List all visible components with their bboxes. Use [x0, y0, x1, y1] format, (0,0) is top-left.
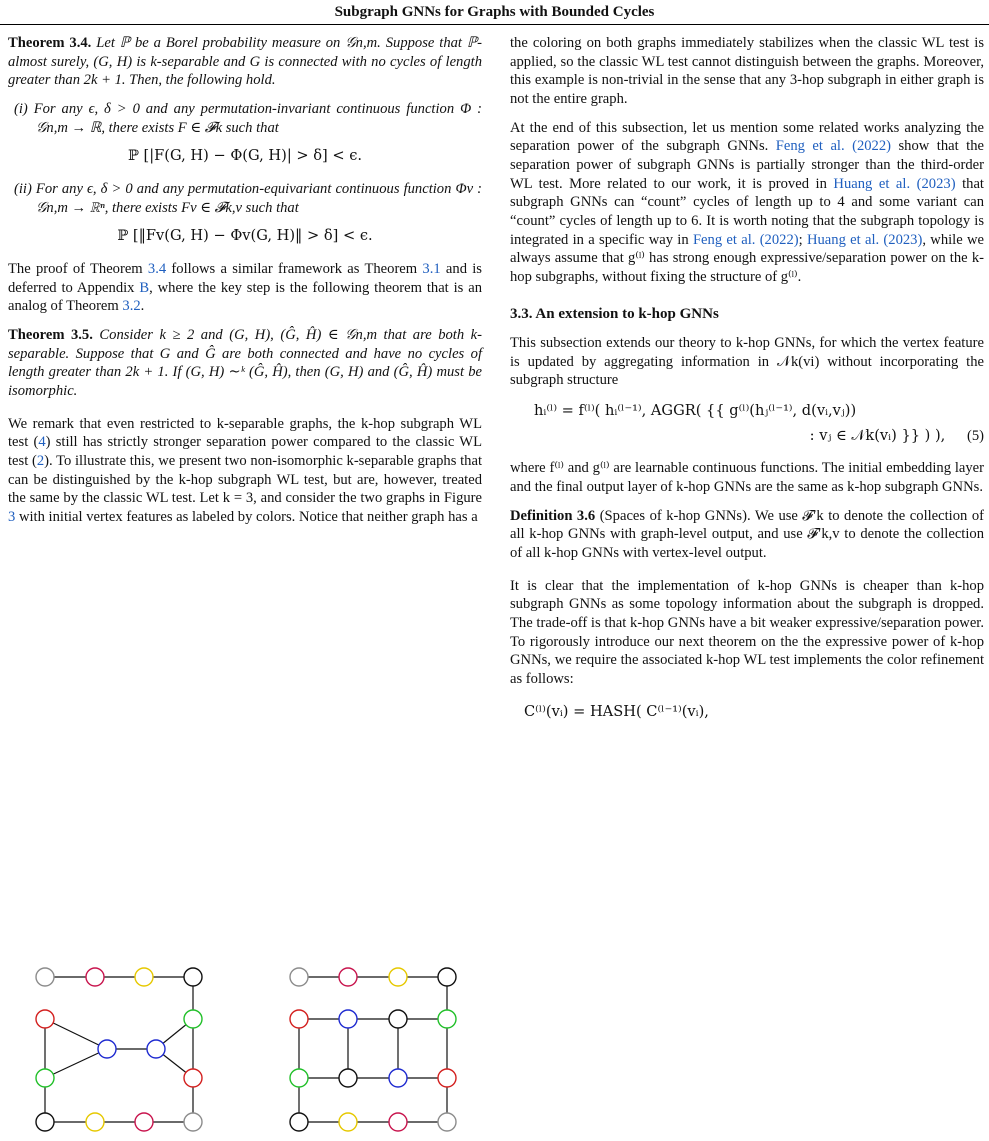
node: [135, 1113, 153, 1131]
theorem-3-4-link[interactable]: 3.4: [147, 261, 167, 278]
theorem-3-4-item-i: [8, 100, 482, 137]
definition-3-6-label: Definition 3.6: [510, 507, 596, 524]
node: [184, 968, 202, 986]
node: [438, 968, 456, 986]
node: [290, 1113, 308, 1131]
right-column: [510, 34, 984, 735]
theorem-3-4: [8, 34, 482, 90]
node: [438, 1113, 456, 1131]
right-paragraph-4: where f⁽ˡ⁾ and g⁽ˡ⁾ are learnable continuous functions. The initial embedding layer and the final output layer of k-hop GNNs are the same as k-hop subgraph GNNs.: [510, 460, 984, 495]
left-column: [8, 34, 482, 537]
theorem-3-5-label: Theorem 3.5.: [8, 327, 93, 344]
definition-3-6: [510, 507, 984, 563]
item-i-equation: ℙ [|F(G, H) − Φ(G, H)| > δ] < ϵ.: [127, 147, 363, 165]
equation-5-line-1: hᵢ⁽ˡ⁾ = f⁽ˡ⁾( hᵢ⁽ˡ⁻¹⁾, AGGR( {{ g⁽ˡ⁾(hⱼ⁽ˡ⁻¹⁾, d(vᵢ,vⱼ)): [534, 401, 857, 419]
node: [135, 968, 153, 986]
node: [184, 1069, 202, 1087]
color-refinement-equation: C⁽ˡ⁾(vᵢ) = HASH( C⁽ˡ⁻¹⁾(vᵢ),: [524, 702, 709, 720]
node: [36, 1010, 54, 1028]
graph-left: [36, 968, 202, 1131]
node: [438, 1010, 456, 1028]
node: [86, 968, 104, 986]
node: [339, 1113, 357, 1131]
node: [36, 1069, 54, 1087]
equation-2-link[interactable]: 2: [36, 453, 45, 470]
node: [184, 1113, 202, 1131]
node: [36, 1113, 54, 1131]
node: [290, 1010, 308, 1028]
node: [389, 1113, 407, 1131]
definition-3-6-text: We use 𝓕′k to denote the collection of all k-hop GNNs with graph-level output, and use 𝓕′k,v to denote the collection of all k-hop GNNs with vertex-level output.: [510, 507, 984, 561]
node: [339, 968, 357, 986]
figure-3-link[interactable]: 3: [8, 509, 16, 526]
item-ii-text: (ii) For any ϵ, δ > 0 and any permutation-equivariant continuous function Φv : 𝒢n,m → ℝⁿ, there exists Fv ∈ 𝓕k,v such that: [14, 181, 482, 216]
proof-paragraph: The proof of Theorem 3.4 follows a similar framework as Theorem 3.1 and is deferred to Appendix B, where the key step is the following theorem that is an analog of Theorem 3.2.: [8, 261, 482, 315]
node: [184, 1010, 202, 1028]
node: [290, 1069, 308, 1087]
node: [36, 968, 54, 986]
citation-feng-2022[interactable]: Feng et al. (2022): [775, 138, 892, 155]
theorem-3-1-link[interactable]: 3.1: [422, 261, 441, 278]
theorem-3-5-text: Consider k ≥ 2 and (G, H), (Ĝ, Ĥ) ∈ 𝒢n,m that are both k-separable. Suppose that G and Ĝ are both connected and have no cycles of length greater than 2k + 1. If (G, H) ∼ᵏ (Ĝ, Ĥ), then (G, H) and (Ĝ, Ĥ) must be isomorphic.: [8, 327, 483, 400]
node: [389, 968, 407, 986]
definition-3-6-title: (Spaces of k-hop GNNs).: [595, 507, 751, 524]
theorem-3-4-text: Let ℙ be a Borel probability measure on 𝒢n,m. Suppose that ℙ-almost surely, (G, H) is k-separable and G is connected with no cycles of length greater than 2k + 1. Then, the following hold.: [8, 35, 483, 89]
remark-paragraph: We remark that even restricted to k-separable graphs, the k-hop subgraph WL test (4) still has strictly stronger separation power compared to the classic WL test (2). To illustrate this, we present two non-isomorphic k-separable graphs that can be distinguished by the k-hop subgraph WL test, but are, however, treated the same by the classic WL test. Let k = 3, and consider the two graphs in Figure 3 with initial vertex features as labeled by colors. Notice that neither graph has a: [8, 415, 482, 526]
node: [147, 1040, 165, 1058]
right-paragraph-5: It is clear that the implementation of k-hop GNNs is cheaper than k-hop subgraph GNNs as some topology information about the subgraph is dropped. The trade-off is that k-hop GNNs have a bit weaker expressive/separation power. To rigorously introduce our next theorem on the the expressive power of k-hop GNNs, we require the associated k-hop WL test implements the color refinement as follows:: [510, 577, 984, 687]
equation-5-line-2: : vⱼ ∈ 𝒩k(vᵢ) }} ) ), (5): [809, 426, 984, 444]
running-header: [0, 0, 989, 25]
right-paragraph-1: the coloring on both graphs immediately stabilizes when the classic WL test is applied, so the classic WL test cannot distinguish between the graphs. Moreover, this example is non-trivial in the sense that any 3-hop subgraph in either graph is not the entire graph.: [510, 35, 984, 108]
section-heading-3-3: 3.3. An extension to k-hop GNNs: [510, 305, 719, 322]
item-i-text: (i) For any ϵ, δ > 0 and any permutation-invariant continuous function Φ : 𝒢n,m → ℝ, there exists F ∈ 𝓕k such that: [14, 101, 482, 136]
node: [86, 1113, 104, 1131]
node: [98, 1040, 116, 1058]
theorem-3-5: [8, 326, 482, 401]
graph-right: [290, 968, 456, 1131]
node: [389, 1010, 407, 1028]
theorem-3-4-item-ii: [8, 180, 482, 217]
citation-huang-2023-b[interactable]: Huang et al. (2023): [806, 231, 923, 248]
appendix-b-link[interactable]: B: [139, 279, 150, 296]
theorem-3-4-label: Theorem 3.4.: [8, 35, 92, 51]
node: [290, 968, 308, 986]
node: [339, 1069, 357, 1087]
equation-5-number: (5): [966, 427, 984, 444]
equation-4-link[interactable]: 4: [38, 434, 46, 451]
item-ii-equation: ℙ [‖Fv(G, H) − Φv(G, H)‖ > δ] < ϵ.: [117, 227, 373, 245]
theorem-3-2-link[interactable]: 3.2: [122, 298, 141, 315]
citation-feng-2022-b[interactable]: Feng et al. (2022): [692, 231, 799, 248]
node: [339, 1010, 357, 1028]
related-work-paragraph: At the end of this subsection, let us mention some related works analyzing the separation power of the subgraph GNNs. Feng et al. (2022) show that the separation power of subgraph GNNs is partially stronger than the third-order WL test. More related to our work, it is proved in Huang et al. (2023) that subgraph GNNs can “count” cycles of length up to 4 and some variant can “count” cycles of length up to 6. It is worth noting that the subgraph topology is integrated in a specific way in Feng et al. (2022); Huang et al. (2023), while we always assume that g⁽ˡ⁾ has strong enough expressive/separation power on the k-hop subgraphs, without fixing the structure of g⁽ˡ⁾.: [510, 119, 985, 286]
section-3-3-intro: This subsection extends our theory to k-hop GNNs, for which the vertex feature is updated by aggregating information in 𝒩k(vi) without incorporating the subgraph structure: [510, 334, 984, 389]
citation-huang-2023[interactable]: Huang et al. (2023): [833, 175, 956, 192]
running-header-title: Subgraph GNNs for Graphs with Bounded Cycles: [334, 4, 655, 20]
node: [438, 1069, 456, 1087]
figure-3: [8, 965, 482, 1135]
node: [389, 1069, 407, 1087]
